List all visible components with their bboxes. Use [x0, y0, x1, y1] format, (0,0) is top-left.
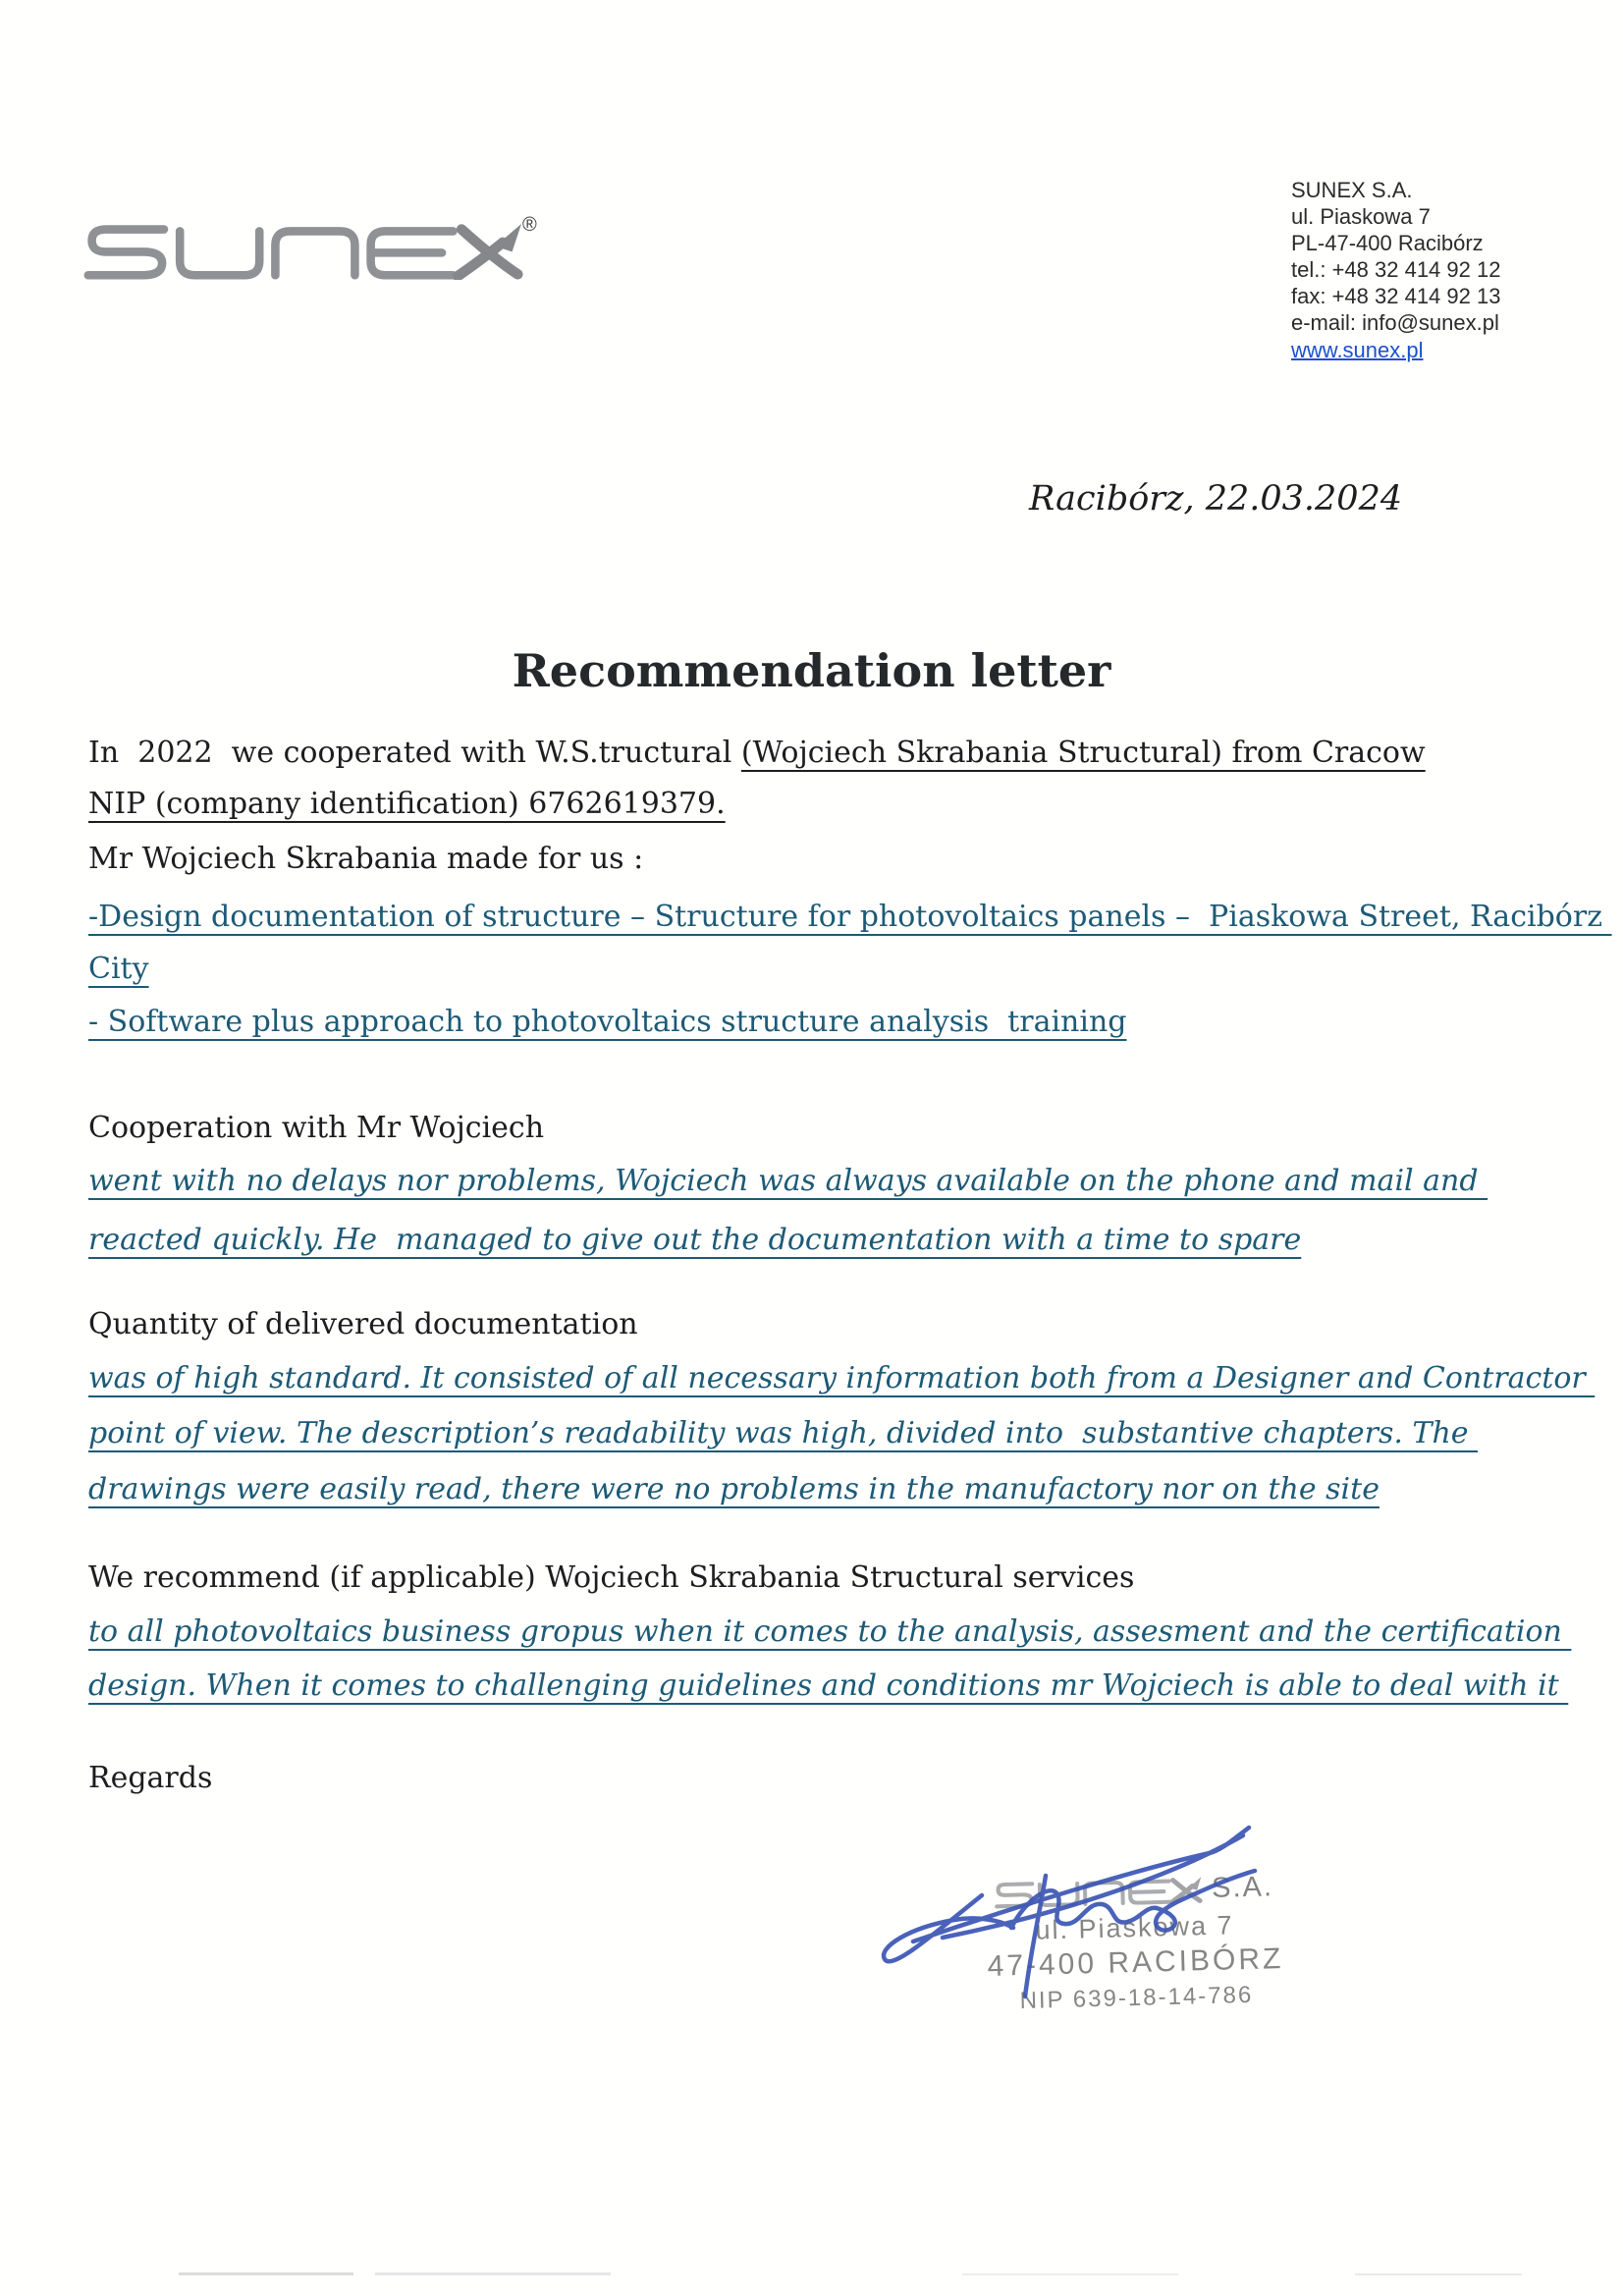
intro-underlined: (Wojciech Skrabania Structural) from Cracow	[740, 736, 1426, 770]
recommendation-line: to all photovoltaics business gropus when it comes to the analysis, assesment and the certification	[88, 1614, 1572, 1649]
scan-artifact	[375, 2272, 611, 2275]
company-info	[1291, 177, 1615, 363]
scan-artifact	[179, 2272, 353, 2275]
cooperation-line: went with no delays nor problems, Wojciech was always available on the phone and mail and	[88, 1164, 1488, 1198]
section-heading-cooperation: Cooperation with Mr Wojciech	[88, 1111, 545, 1145]
company-tel: tel.: +48 32 414 92 12	[1291, 257, 1501, 282]
service-line: City	[88, 952, 149, 986]
section-heading-quantity: Quantity of delivered documentation	[88, 1307, 638, 1341]
stamp-nip: NIP 639-18-14-786	[1019, 1981, 1254, 2015]
scan-artifact	[1355, 2273, 1522, 2275]
intro-plain: In 2022 we cooperated with W.S.tructural	[88, 736, 741, 770]
handwritten-signature	[864, 1822, 1316, 2028]
section-heading-recommendation: We recommend (if applicable) Wojciech Skrabania Structural services	[88, 1560, 1135, 1595]
closing-line: Regards	[88, 1761, 213, 1795]
company-city: PL-47-400 Racibórz	[1291, 231, 1484, 255]
company-fax: fax: +48 32 414 92 13	[1291, 284, 1501, 308]
made-for-us-line: Mr Wojciech Skrabania made for us :	[88, 842, 644, 876]
recommendation-line: design. When it comes to challenging guidelines and conditions mr Wojciech is able to deal with it	[88, 1668, 1569, 1703]
quantity-line: point of view. The description’s readability was high, divided into substantive chapters. The	[88, 1416, 1479, 1450]
service-line: -Design documentation of structure – Structure for photovoltaics panels – Piaskowa Street, Racibórz	[88, 900, 1612, 934]
intro-line	[88, 736, 1426, 770]
stamp-street: ul. Piaskowa 7	[1035, 1910, 1234, 1945]
sunex-logo	[83, 220, 545, 285]
nip-line: NIP (company identification) 6762619379.	[88, 787, 726, 821]
page-title: Recommendation letter	[512, 644, 1111, 697]
cooperation-line: reacted quickly. He managed to give out the documentation with a time to spare	[88, 1223, 1302, 1257]
stamp-company-suffix: S.A.	[1211, 1870, 1274, 1904]
quantity-line: was of high standard. It consisted of all necessary information both from a Designer and Contractor	[88, 1361, 1596, 1395]
stamp-city: 47-400 RACIBÓRZ	[987, 1942, 1284, 1983]
company-street: ul. Piaskowa 7	[1291, 204, 1431, 229]
registered-trademark-icon: ®	[522, 214, 537, 236]
company-email: e-mail: info@sunex.pl	[1291, 310, 1499, 335]
website-link[interactable]: www.sunex.pl	[1291, 338, 1424, 362]
dateline: Racibórz, 22.03.2024	[1029, 479, 1403, 519]
quantity-line: drawings were easily read, there were no problems in the manufactory nor on the site	[88, 1472, 1380, 1506]
company-name: SUNEX S.A.	[1291, 178, 1413, 202]
scan-artifact	[962, 2273, 1178, 2275]
service-line: - Software plus approach to photovoltaics structure analysis training	[88, 1005, 1127, 1039]
sunex-logo-art	[83, 220, 523, 280]
